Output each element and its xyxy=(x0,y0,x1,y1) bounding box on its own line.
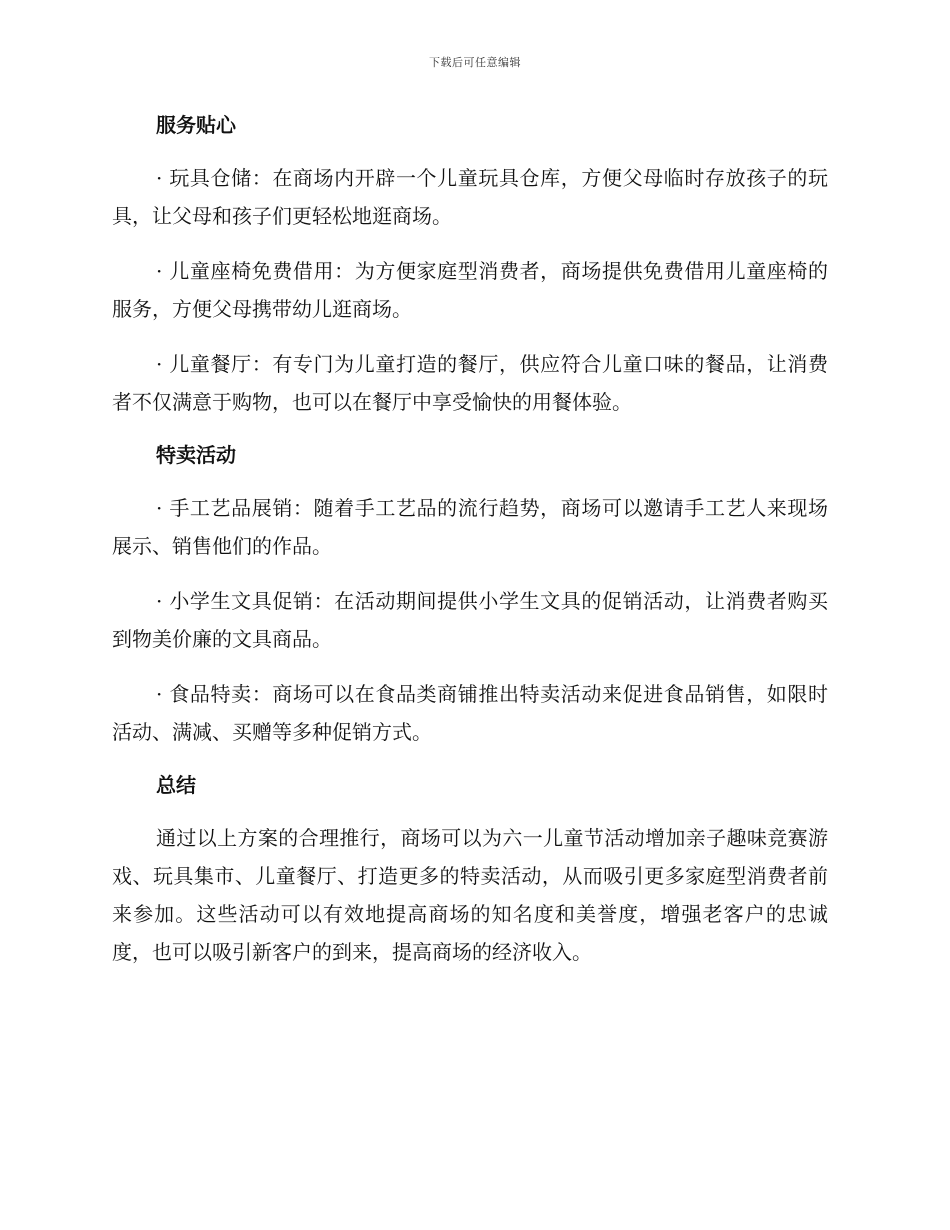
paragraph-kids-restaurant: · 儿童餐厅：有专门为儿童打造的餐厅，供应符合儿童口味的餐品，让消费者不仅满意于购物，也可以在餐厅中享受愉快的用餐体验。 xyxy=(112,352,828,414)
paragraph-stationery: · 小学生文具促销：在活动期间提供小学生文具的促销活动，让消费者购买到物美价廉的文具商品。 xyxy=(112,589,828,651)
paragraph-food-sale: · 食品特卖：商场可以在食品类商铺推出特卖活动来促进食品销售，如限时活动、满减、买赠等多种促销方式。 xyxy=(112,682,828,744)
section-heading-sales: 特卖活动 xyxy=(156,443,236,467)
paragraph-toy-storage: · 玩具仓储：在商场内开辟一个儿童玩具仓库，方便父母临时存放孩子的玩具，让父母和孩子们更轻松地逛商场。 xyxy=(112,166,828,228)
paragraph-summary: 通过以上方案的合理推行，商场可以为六一儿童节活动增加亲子趣味竞赛游戏、玩具集市、儿童餐厅、打造更多的特卖活动，从而吸引更多家庭型消费者前来参加。这些活动可以有效地提高商场的知名度和美誉度，增强老客户的忠诚度，也可以吸引新客户的到来，提高商场的经济收入。 xyxy=(112,826,828,964)
document-body xyxy=(112,108,828,988)
page-header: 下载后可任意编辑 xyxy=(429,56,521,69)
paragraph-handicraft: · 手工艺品展销：随着手工艺品的流行趋势，商场可以邀请手工艺人来现场展示、销售他们的作品。 xyxy=(112,496,828,558)
section-heading-summary: 总结 xyxy=(156,773,196,797)
section-heading-service: 服务贴心 xyxy=(156,113,236,137)
paragraph-child-seat: · 儿童座椅免费借用：为方便家庭型消费者，商场提供免费借用儿童座椅的服务，方便父母携带幼儿逛商场。 xyxy=(112,259,828,321)
